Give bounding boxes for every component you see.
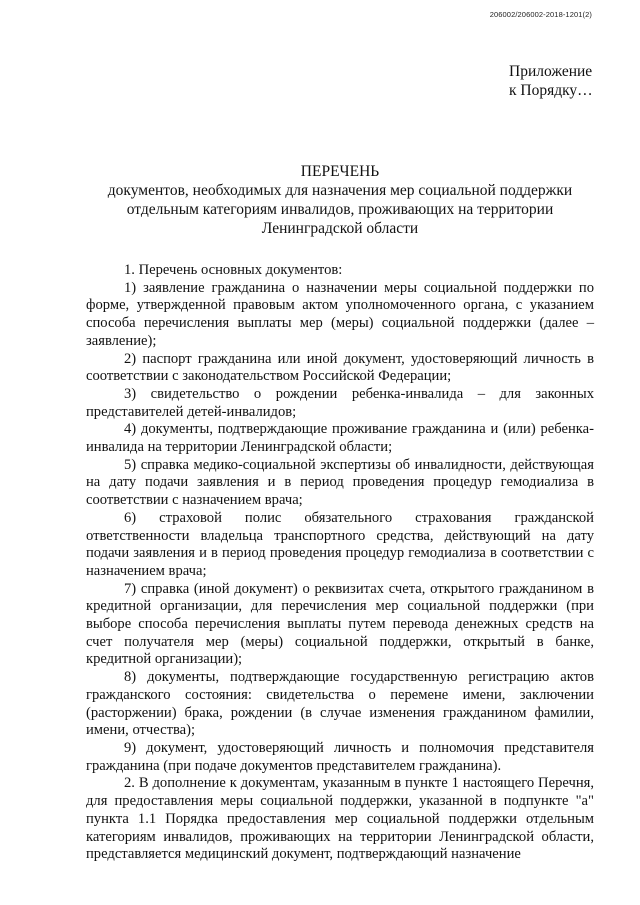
title-line-1: документов, необходимых для назначения мер социальной поддержки (107, 182, 573, 199)
list-item-3: 3) свидетельство о рождении ребенка-инвалида – для законных представителей детей-инвалидов; (86, 385, 594, 420)
document-body (86, 262, 594, 864)
title-line-2: отдельным категориям инвалидов, проживающих на территории (126, 201, 554, 218)
list-item-7: 7) справка (иной документ) о реквизитах счета, открытого гражданином в кредитной организации, для перечисления мер социальной поддержки (при выборе способа перечисления выплаты путем перевода денежных средств на счет получателя мер (меры) социальной поддержки, открытый в банке, кредитной организации); (86, 580, 594, 668)
document-code: 206002/206002-2018-1201(2) (489, 10, 592, 19)
list-item-8: 8) документы, подтверждающие государственную регистрацию актов гражданского состояния: свидетельства о перемене имени, заключении (расторжении) брака, рождении (в случае изменения гражданином фамилии, имени, отчества); (86, 669, 594, 739)
document-title (80, 162, 600, 238)
list-item-2: 2) паспорт гражданина или иной документ, удостоверяющий личность в соответствии с законодательством Российской Федерации; (86, 350, 594, 385)
list-item-5: 5) справка медико-социальной экспертизы об инвалидности, действующая на дату подачи заявления и в период проведения процедур гемодиализа в соответствии с назначением врача; (86, 456, 594, 509)
title-line-3: Ленинградской области (261, 220, 419, 237)
list-item-9: 9) документ, удостоверяющий личность и полномочия представителя гражданина (при подаче документов представителем гражданина). (86, 739, 594, 774)
title-heading: ПЕРЕЧЕНЬ (300, 163, 380, 180)
appendix-line-2: к Порядку… (509, 82, 593, 99)
section-heading-1: 1. Перечень основных документов: (124, 262, 343, 278)
list-item-6: 6) страховой полис обязательного страхования гражданской ответственности владельца транспортного средства, действующий на дату подачи заявления и в период проведения процедур гемодиализа в соответствии с назначением врача; (86, 509, 594, 579)
list-item-1: 1) заявление гражданина о назначении меры социальной поддержки по форме, утвержденной правовым актом уполномоченного органа, с указанием способа перечисления выплаты мер (меры) социальной поддержки (далее – заявление); (86, 279, 594, 349)
appendix-reference (509, 62, 593, 100)
list-item-4: 4) документы, подтверждающие проживание гражданина и (или) ребенка-инвалида на территории Ленинградской области; (86, 421, 594, 456)
appendix-line-1: Приложение (509, 63, 593, 80)
section-paragraph-2: 2. В дополнение к документам, указанным в пункте 1 настоящего Перечня, для предоставления меры социальной поддержки, указанной в подпункте "а" пункта 1.1 Порядка предоставления мер социальной поддержки отдельным категориям инвалидов, проживающих на территории Ленинградской области, представляется медицинский документ, подтверждающий назначение (86, 775, 594, 863)
